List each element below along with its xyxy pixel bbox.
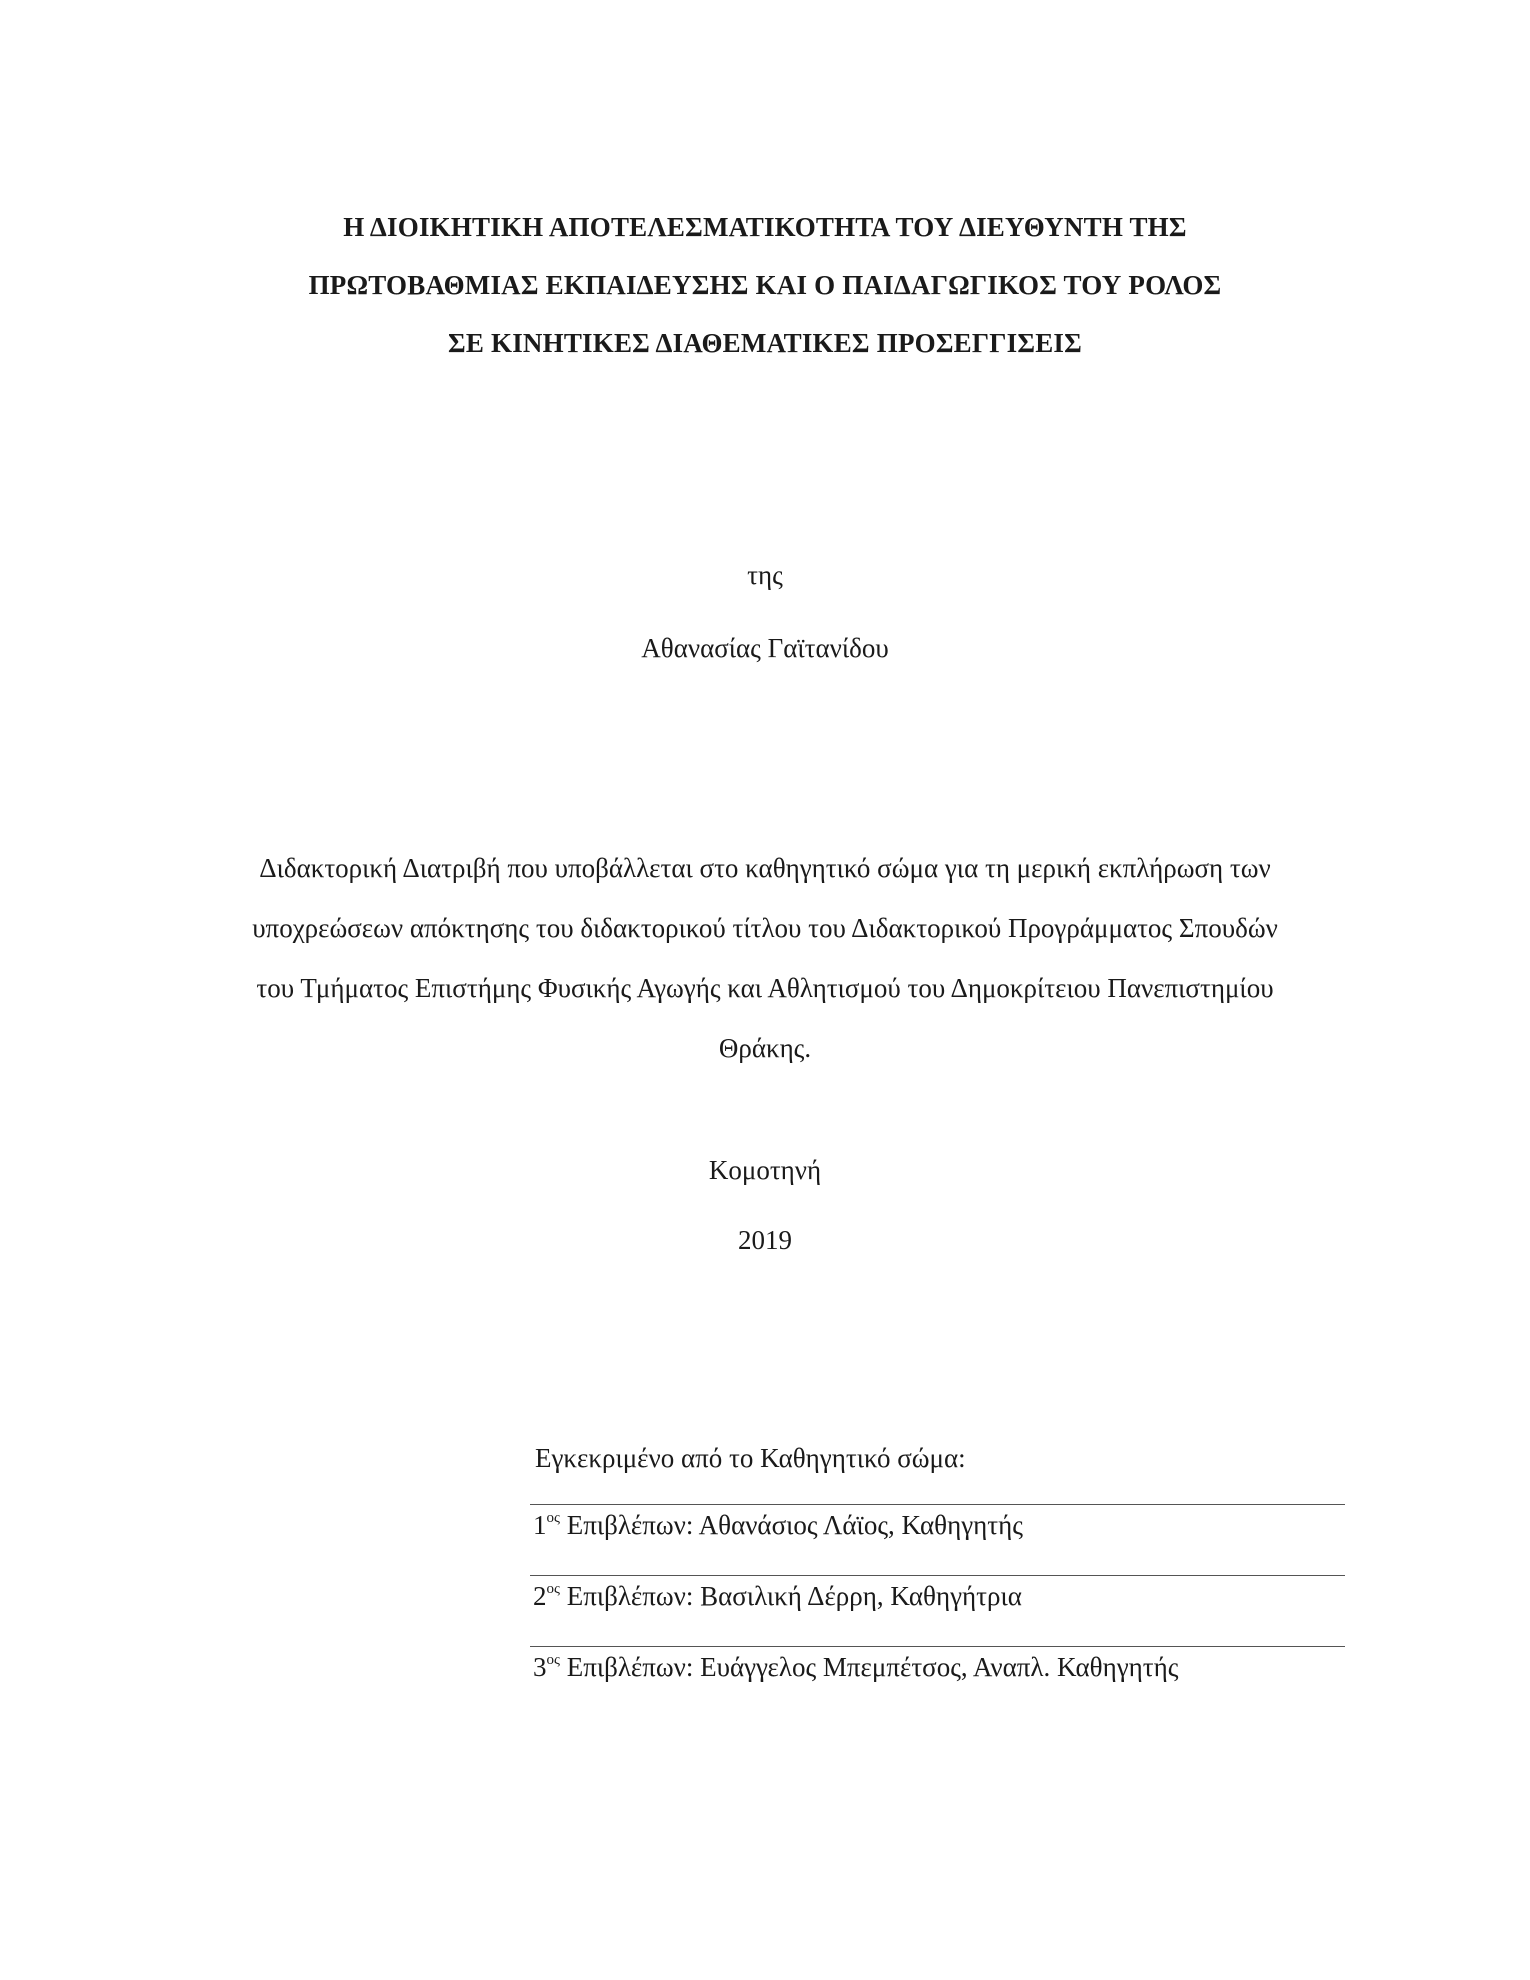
thesis-title-line: ΣΕ ΚΙΝΗΤΙΚΕΣ ΔΙΑΘΕΜΑΤΙΚΕΣ ΠΡΟΣΕΓΓΙΣΕΙΣ	[448, 328, 1082, 358]
supervisor-entry	[530, 1575, 1345, 1646]
description-line: υποχρεώσεων απόκτησης του διδακτορικού τίτλου του Διδακτορικού Προγράμματος Σπουδών	[252, 913, 1278, 943]
description-line: του Τμήματος Επιστήμης Φυσικής Αγωγής και Αθλητισμού του Δημοκρίτειου Πανεπιστημίου	[256, 973, 1274, 1003]
by-label: της	[747, 560, 783, 590]
thesis-description	[150, 838, 1380, 1078]
thesis-title-line: Η ΔΙΟΙΚΗΤΙΚΗ ΑΠΟΤΕΛΕΣΜΑΤΙΚΟΤΗΤΑ ΤΟΥ ΔΙΕΥΘΥΝΤΗ ΤΗΣ	[343, 212, 1187, 242]
supervisor-text: Επιβλέπων: Αθανάσιος Λάϊος, Καθηγητής	[559, 1510, 1023, 1540]
author-name: Αθανασίας Γαϊτανίδου	[641, 633, 889, 663]
supervisor-text: Επιβλέπων: Ευάγγελος Μπεμπέτσος, Αναπλ. Καθηγητής	[559, 1652, 1179, 1682]
thesis-title	[0, 198, 1530, 372]
committee-heading: Εγκεκριμένο από το Καθηγητικό σώμα:	[535, 1443, 966, 1473]
ordinal-suffix: ος	[546, 1581, 560, 1597]
publication-year: 2019	[738, 1225, 792, 1255]
description-line: Διδακτορική Διατριβή που υποβάλλεται στο καθηγητικό σώμα για τη μερική εκπλήρωση των	[259, 853, 1271, 883]
supervisor-entry	[530, 1646, 1345, 1717]
description-line: Θράκης.	[718, 1033, 812, 1063]
supervisor-text: Επιβλέπων: Βασιλική Δέρρη, Καθηγήτρια	[559, 1581, 1022, 1611]
committee-block	[530, 1440, 1345, 1717]
ordinal-suffix: ος	[546, 1652, 560, 1668]
supervisor-number: 2	[533, 1581, 547, 1611]
supervisor-number: 3	[533, 1652, 547, 1682]
thesis-title-line: ΠΡΩΤΟΒΑΘΜΙΑΣ ΕΚΠΑΙΔΕΥΣΗΣ ΚΑΙ Ο ΠΑΙΔΑΓΩΓΙΚΟΣ ΤΟΥ ΡΟΛΟΣ	[308, 270, 1222, 300]
ordinal-suffix: ος	[546, 1510, 560, 1526]
supervisor-entry	[530, 1504, 1345, 1575]
supervisor-list	[530, 1504, 1345, 1717]
supervisor-number: 1	[533, 1510, 547, 1540]
city-name: Κομοτηνή	[708, 1155, 822, 1185]
